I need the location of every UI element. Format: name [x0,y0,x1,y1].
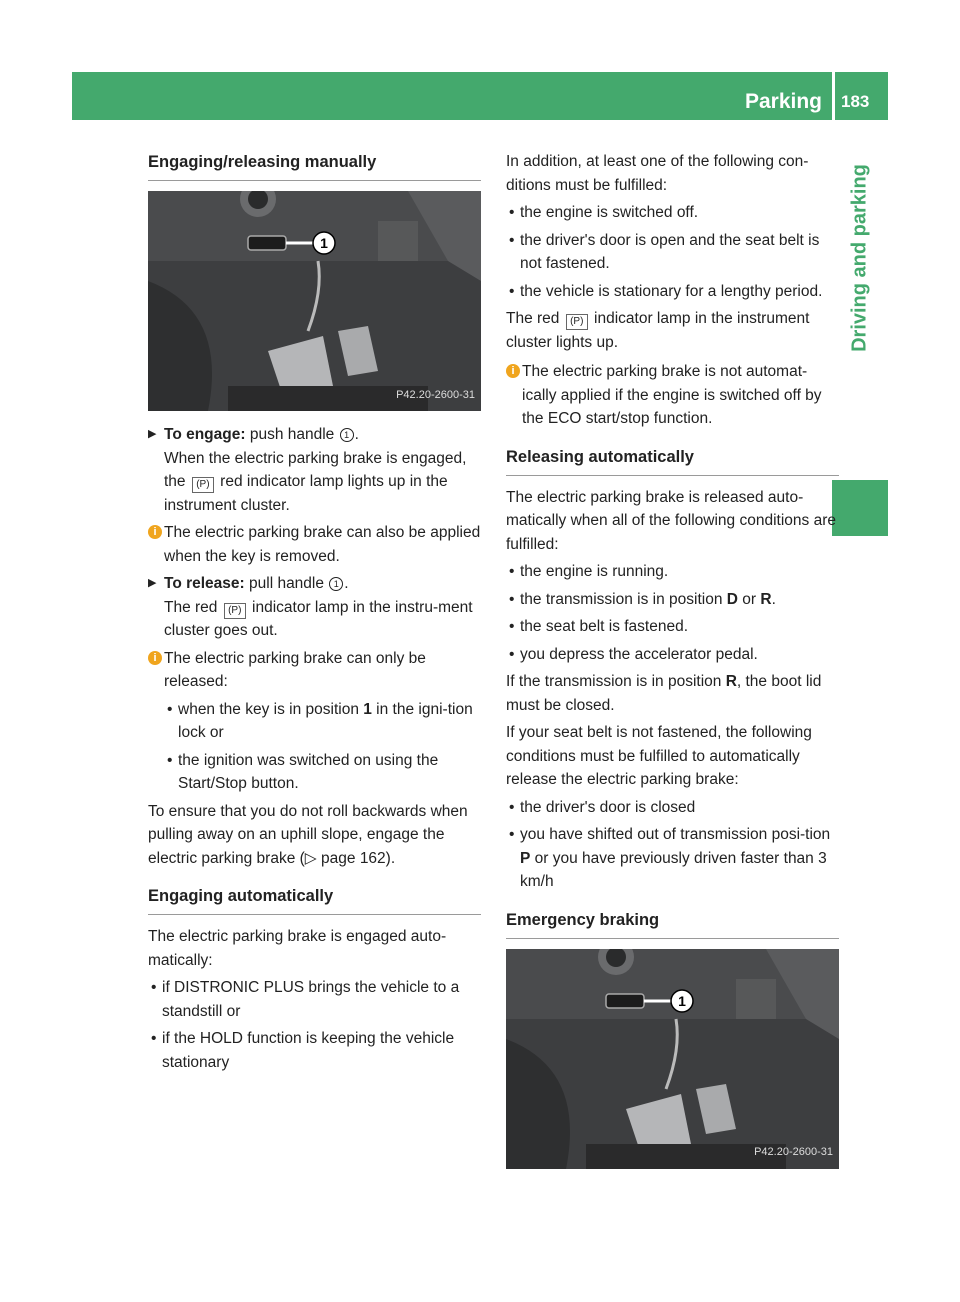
footwell-illustration [506,949,839,1169]
info-note-3 [506,360,839,431]
emergency-photo [506,949,839,1169]
roll-text: To ensure that you do not roll backwards when pulling away on an uphill slope, engage the electric parking brake ( [148,802,468,867]
bullet-text-end: or you have previously driven faster than 3 km/h [520,849,827,890]
list-item: • the driver's door is open and the seat belt is not fastened. [506,229,839,276]
lamp-text: The red [506,310,564,327]
page-number: 183 [841,92,870,111]
photo-code: P42.20-2600-31 [396,388,475,401]
parking-brake-lamp-icon: (P) [224,603,246,619]
engage-step [148,423,481,517]
list-item [164,698,481,745]
list-item: • the vehicle is stationary for a lengthy period. [506,280,839,304]
info-icon: i [148,651,162,665]
boot-text-end: , the boot lid must be closed. [506,673,822,714]
bullet-text: the transmission is in position [520,590,727,608]
list-item: • if the HOLD function is keeping the vehicle stationary [148,1027,481,1074]
info-text-2: The electric parking brake can only be released: [164,649,426,690]
list-item: • the driver's door is closed [506,796,839,820]
bullet-text: you have shifted out of transmission posi-tion [520,826,831,843]
info-note-1 [148,521,481,568]
release-text-end: . [344,575,349,592]
bullet-text: when the key is in position [178,700,364,718]
photo-code: P42.20-2600-31 [754,1146,833,1158]
engage-text-end: . [354,426,359,443]
bullet-text-end: in the igni-tion lock or [178,700,473,741]
gear-p: P [520,849,531,867]
list-item: • the ignition was switched on using the Start/Stop button. [164,749,481,796]
page-ref-link[interactable]: page 162). [316,849,396,867]
callout-1: 1 [678,992,686,1009]
chapter-tab-label: Driving and parking [848,164,871,352]
auto-intro: The electric parking brake is engaged auto-matically: [148,928,447,969]
heading-releasing-auto: Releasing automatically [506,445,839,476]
header-separator [832,72,835,120]
release-desc: The red [164,598,222,616]
gear-d: D [726,590,738,608]
release-intro: The electric parking brake is released auto-matically when all of the following conditions are fulfilled: [506,488,836,553]
gear-r: R [725,673,737,690]
release-label: To release: [164,575,245,592]
list-item: • you depress the accelerator pedal. [506,643,839,667]
engage-text: push handle [245,426,339,443]
list-item [506,823,839,894]
list-item: • the engine is running. [506,560,839,584]
footwell-illustration [148,191,481,411]
heading-emergency: Emergency braking [506,908,839,939]
list-item: • if DISTRONIC PLUS brings the vehicle to a standstill or [148,976,481,1023]
boot-paragraph [506,670,839,717]
info-text-3: The electric parking brake is not automat-ically applied if the engine is switched off by the ECO start/stop function. [522,363,822,427]
roll-paragraph [148,800,481,871]
heading-manual: Engaging/releasing manually [148,150,481,181]
engage-desc: When the electric parking brake is engaged, the [164,449,467,490]
heading-automatic: Engaging automatically [148,884,481,915]
info-text-1: The electric parking brake can also be applied when the key is removed. [164,524,481,565]
info-note-2 [148,647,481,796]
lamp-paragraph [506,307,839,354]
engage-label: To engage: [164,426,246,443]
list-item: • the engine is switched off. [506,201,839,225]
bullet-end: . [771,590,776,608]
page-section-title: Parking [744,90,822,113]
parking-brake-lamp-icon: (P) [192,477,214,493]
release-step [148,572,481,643]
callout-1: 1 [320,235,328,251]
belt-paragraph: If your seat belt is not fastened, the following conditions must be fulfilled to automatically release the electric parking brake: [506,724,812,788]
key-position: 1 [363,700,372,718]
conditions-intro: In addition, at least one of the following con-ditions must be fulfilled: [506,153,809,194]
info-icon: i [148,525,162,539]
lamp-text-end: indicator lamp in the instrument cluster lights up. [506,310,810,351]
handle-icon: 1 [329,577,343,591]
list-item [506,588,839,612]
boot-text: If the transmission is in position [506,673,726,690]
left-column [148,150,481,1074]
parking-brake-photo [148,191,481,411]
engage-desc-end: red indicator lamp lights up in the instrument cluster. [164,473,448,514]
page-ref-icon: ▷ [304,849,317,867]
release-desc-end: indicator lamp in the instru-ment cluster goes out. [164,598,473,639]
parking-brake-lamp-icon: (P) [566,314,588,330]
handle-icon: 1 [340,428,354,442]
chapter-marker [832,480,888,536]
bullet-or: or [737,590,761,608]
info-icon: i [506,364,520,378]
list-item: • the seat belt is fastened. [506,615,839,639]
gear-r: R [760,590,772,608]
right-column [506,150,839,1181]
release-text: pull handle [244,575,329,592]
